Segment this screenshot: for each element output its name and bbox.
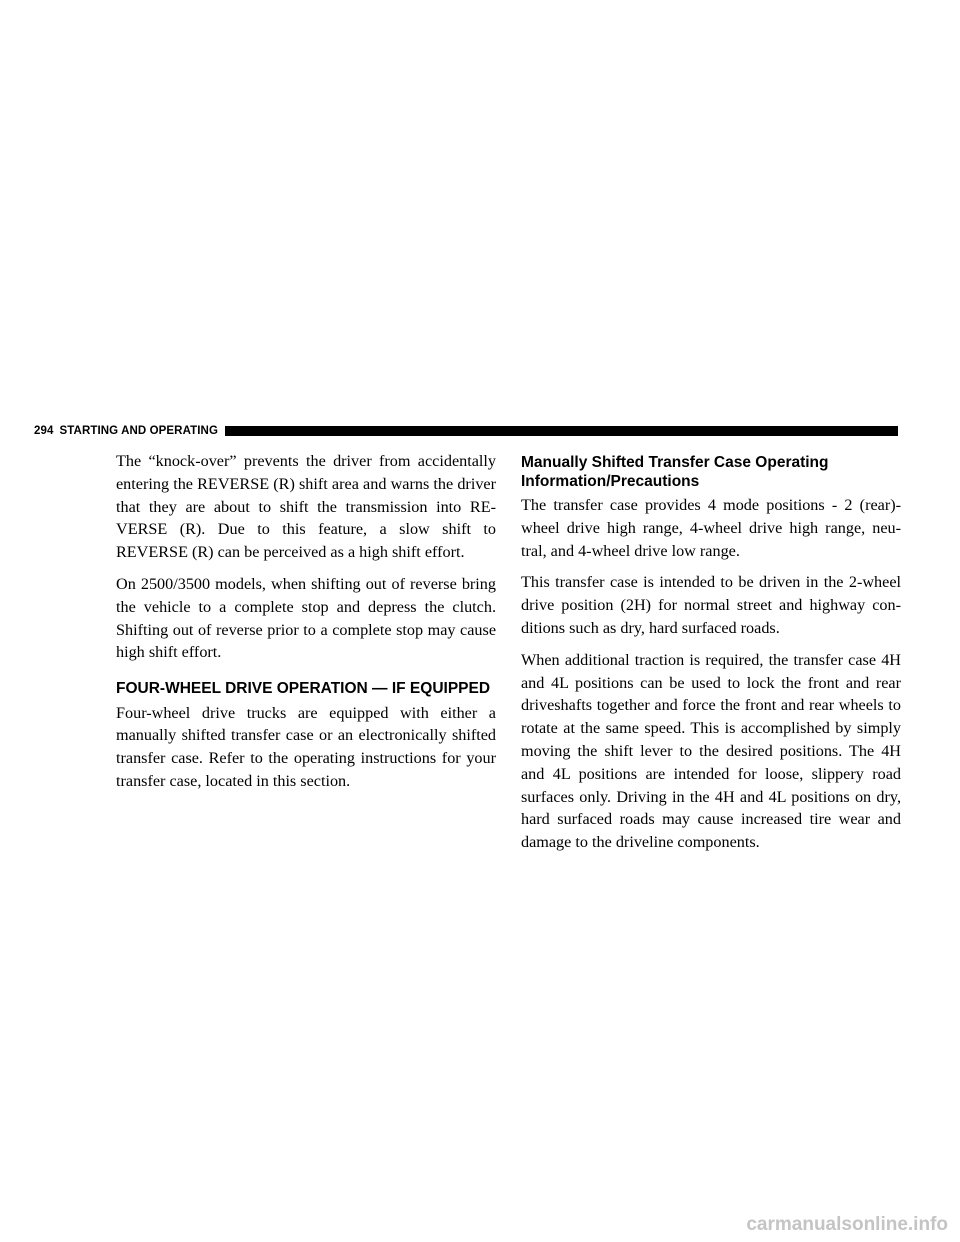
mode-positions-paragraph: The transfer case provides 4 mode positions - 2 (rear)- wheel drive high range, 4-wheel drive high range, neu- tral, and 4-wheel drive low range. [521, 496, 901, 560]
section-title: STARTING AND OPERATING [59, 425, 219, 437]
reverse-shift-paragraph: On 2500/3500 models, when shifting out of reverse bring the vehicle to a complete stop and depress the clutch. Shifting out of reverse prior to a complete stop may cause high shift effort. [116, 574, 496, 662]
watermark: carmanualsonline.info [746, 1214, 948, 1235]
page-header [34, 424, 898, 438]
left-column [116, 450, 496, 802]
transfer-case-heading: Manually Shifted Transfer Case Operating Information/Precautions [521, 454, 829, 490]
knock-over-paragraph: The “knock-over” prevents the driver from accidentally entering the REVERSE (R) shift area and warns the driver that they are about to shift the transmission into RE- VERSE (R). Due to this feature, a slow shift to REVERSE (R) can be perceived as a high shift effort. [116, 452, 496, 562]
traction-paragraph: When additional traction is required, the transfer case 4H and 4L positions can be used to lock the front and rear driveshafts together and force the front and rear wheels to rotate at the same speed. This is accomplished by simply moving the shift lever to the desired positions. The 4H and 4L positions are intended for loose, slippery road surfaces only. Driving in the 4H and 4L positions on dry, hard surfaced roads may cause increased tire wear and damage to the driveline components. [521, 650, 901, 852]
two-wheel-drive-paragraph: This transfer case is intended to be driven in the 2-wheel drive position (2H) for normal street and highway con- ditions such as dry, hard surfaced roads. [521, 573, 901, 637]
page-number: 294 [34, 425, 54, 437]
four-wheel-drive-heading: FOUR-WHEEL DRIVE OPERATION — IF EQUIPPED [116, 680, 491, 698]
four-wheel-drive-paragraph: Four-wheel drive trucks are equipped with either a manually shifted transfer case or an electronically shifted transfer case. Refer to the operating instructions for your transfer case, located in this section. [116, 703, 496, 791]
right-column [521, 450, 901, 863]
header-rule [225, 426, 898, 436]
